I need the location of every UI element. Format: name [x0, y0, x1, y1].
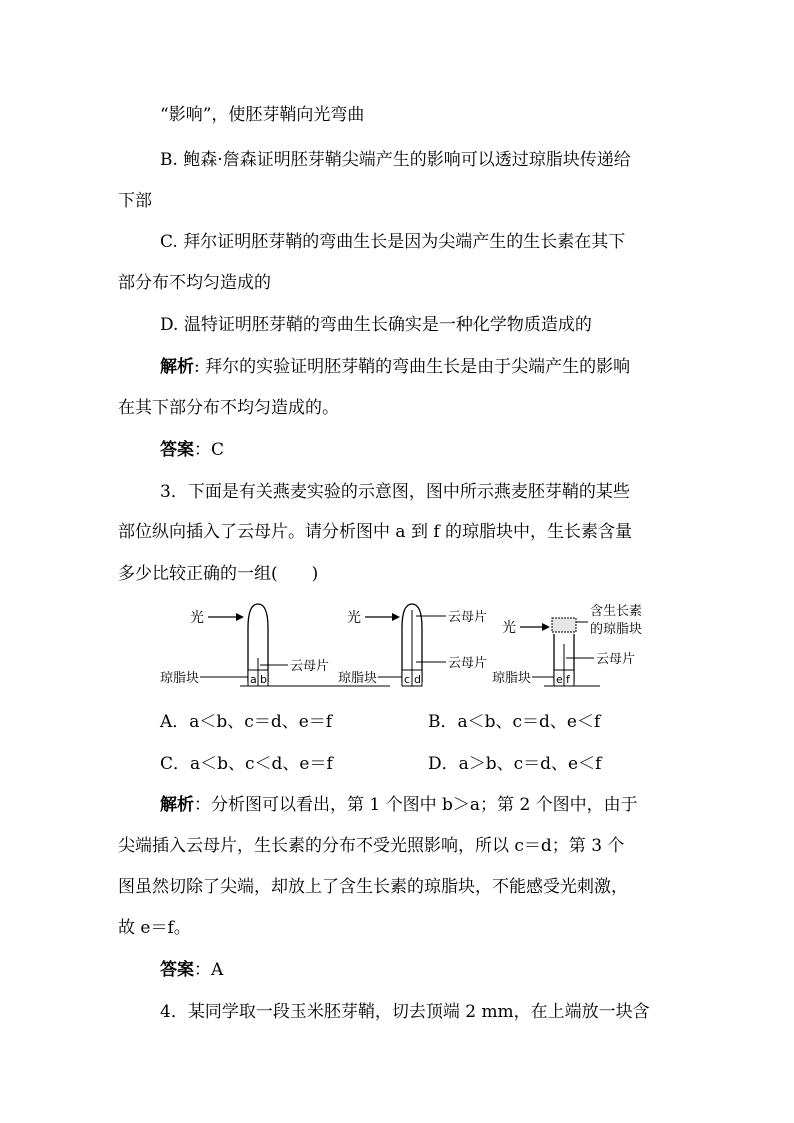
answer-label: 答案 — [160, 440, 194, 460]
analysis-3-line3: 图虽然切除了尖端，却放上了含生长素的琼脂块，不能感受光刺激， — [118, 877, 628, 897]
analysis-label: 解析 — [160, 357, 194, 377]
answer-value: ：C — [194, 440, 225, 460]
light-label-3: 光 — [502, 620, 516, 636]
mica-label-2b: 云母片 — [448, 656, 488, 671]
answer-1 — [160, 440, 224, 460]
choice-b: B．a＜b、c＝d、e＜f — [428, 712, 601, 732]
analysis-3-line1 — [160, 795, 638, 815]
analysis-3-line2: 尖端插入云母片，生长素的分布不受光照影响，所以 c＝d；第 3 个 — [118, 836, 625, 856]
choice-c: C．a＜b、c＜d、e＝f — [160, 754, 333, 774]
question-3-line2: 部位纵向插入了云母片。请分析图中 a 到 f 的琼脂块中，生长素含量 — [118, 522, 633, 542]
choice-a: A．a＜b、c＝d、e＝f — [160, 712, 333, 732]
analysis-1-line2: 在其下部分布不均匀造成的。 — [118, 398, 339, 418]
block-f: f — [566, 673, 570, 686]
figure-2 — [338, 604, 487, 686]
mica-label-1: 云母片 — [290, 659, 330, 674]
block-d: d — [414, 673, 421, 686]
option-c-line2: 部分布不均匀造成的 — [118, 273, 271, 293]
answer-3 — [160, 960, 223, 980]
analysis-text: : 拜尔的实验证明胚芽鞘的弯曲生长是由于尖端产生的影响 — [194, 357, 631, 377]
oat-experiment-figure — [160, 600, 650, 700]
light-label-2: 光 — [347, 610, 361, 626]
block-e: e — [556, 673, 563, 686]
paragraph-option-a-tail: “影响”，使胚芽鞘向光弯曲 — [160, 105, 365, 125]
analysis-label-3: 解析 — [160, 795, 194, 815]
agar-label-2: 琼脂块 — [338, 671, 378, 686]
agar-label-3: 琼脂块 — [492, 671, 532, 686]
option-d-line: D. 温特证明胚芽鞘的弯曲生长确实是一种化学物质造成的 — [160, 315, 592, 335]
choice-d: D．a＞b、c＝d、e＜f — [428, 754, 602, 774]
block-a: a — [250, 673, 257, 686]
block-b: b — [260, 673, 267, 686]
analysis-1-line1 — [160, 357, 630, 377]
figure-3 — [492, 603, 642, 686]
question-3-line3: 多少比较正确的一组( ) — [118, 564, 319, 584]
analysis-3-line4: 故 e＝f。 — [118, 918, 191, 938]
option-c-line1: C. 拜尔证明胚芽鞘的弯曲生长是因为尖端产生的生长素在其下 — [160, 232, 626, 252]
auxin-agar-label-1: 含生长素 — [590, 604, 643, 619]
question-4-line1: 4．某同学取一段玉米胚芽鞘，切去顶端 2 mm，在上端放一块含 — [160, 1002, 650, 1022]
agar-label-1: 琼脂块 — [160, 671, 200, 686]
option-b-line1: B. 鲍森·詹森证明胚芽鞘尖端产生的影响可以透过琼脂块传递给 — [160, 150, 631, 170]
auxin-agar-label-2: 的琼脂块 — [590, 622, 643, 637]
mica-label-3: 云母片 — [596, 652, 636, 667]
answer-label-3: 答案 — [160, 960, 194, 980]
answer-value-3: ：A — [194, 960, 224, 980]
block-c: c — [404, 673, 411, 686]
option-b-line2: 下部 — [118, 191, 152, 211]
question-3-line1: 3．下面是有关燕麦实验的示意图，图中所示燕麦胚芽鞘的某些 — [160, 482, 630, 502]
mica-label-2a: 云母片 — [448, 610, 488, 625]
analysis-3-text: ：分析图可以看出，第 1 个图中 b＞a；第 2 个图中，由于 — [194, 795, 638, 815]
light-label-1: 光 — [190, 610, 204, 626]
